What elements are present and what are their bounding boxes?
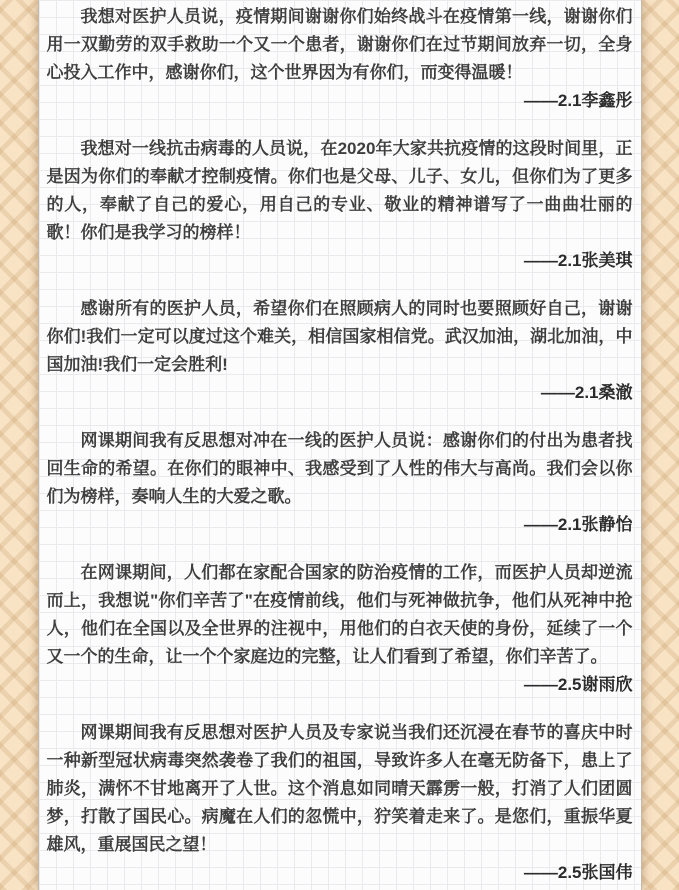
quote-block bbox=[47, 295, 633, 407]
notebook-paper bbox=[38, 0, 642, 890]
quote-block bbox=[47, 559, 633, 699]
quote-attribution: ——2.1桑澈 bbox=[540, 383, 633, 402]
quote-attribution: ——2.1李鑫彤 bbox=[523, 91, 633, 110]
quote-block bbox=[47, 719, 633, 887]
quote-text: 网课期间我有反思想对冲在一线的医护人员说：感谢你们的付出为患者找回生命的希望。在你们的眼神中、我感受到了人性的伟大与高尚。我们会以你们为榜样，奏响人生的大爱之歌。 bbox=[46, 431, 633, 506]
quote-attribution: ——2.1张静怡 bbox=[523, 515, 633, 534]
quote-attribution: ——2.5张国伟 bbox=[523, 863, 633, 882]
quote-text: 我想对一线抗击病毒的人员说，在2020年大家共抗疫情的这段时间里，正是因为你们的奉献才控制疫情。你们也是父母、儿子、女儿，但你们为了更多的人，奉献了自己的爱心，用自己的专业、敬业的精神谱写了一曲曲壮丽的歌！你们是我学习的榜样！ bbox=[46, 139, 633, 242]
quote-block bbox=[47, 135, 633, 275]
quote-attribution: ——2.1张美琪 bbox=[523, 251, 633, 270]
quote-text: 感谢所有的医护人员，希望你们在照顾病人的同时也要照顾好自己，谢谢你们!我们一定可以度过这个难关，相信国家相信党。武汉加油，湖北加油，中国加油!我们一定会胜利! bbox=[46, 299, 633, 374]
quote-block bbox=[47, 3, 633, 115]
quote-text: 在网课期间，人们都在家配合国家的防治疫情的工作，而医护人员却逆流而上，我想说"你们辛苦了"在疫情前线，他们与死神做抗争，他们从死神中抢人，他们在全国以及全世界的注视中，用他们的白衣天使的身份，延续了一个又一个的生命，让一个个家庭边的完整，让人们看到了希望，你们辛苦了。 bbox=[46, 563, 633, 666]
quote-block bbox=[47, 427, 633, 539]
quote-text: 网课期间我有反思想对医护人员及专家说当我们还沉浸在春节的喜庆中时一种新型冠状病毒突然袭卷了我们的祖国，导致许多人在毫无防备下，患上了肺炎，满怀不甘地离开了人世。这个消息如同晴天霹雳一般，打消了人们团圆梦，打散了国民心。病魔在人们的忽慌中，狞笑着走来了。是您们，重振华夏雄风，重展国民之望！ bbox=[46, 723, 633, 854]
quote-text: 我想对医护人员说，疫情期间谢谢你们始终战斗在疫情第一线，谢谢你们用一双勤劳的双手救助一个又一个患者，谢谢你们在过节期间放弃一切，全身心投入工作中，感谢你们，这个世界因为有你们，而变得温暖！ bbox=[46, 7, 633, 82]
quote-attribution: ——2.5谢雨欣 bbox=[523, 675, 633, 694]
